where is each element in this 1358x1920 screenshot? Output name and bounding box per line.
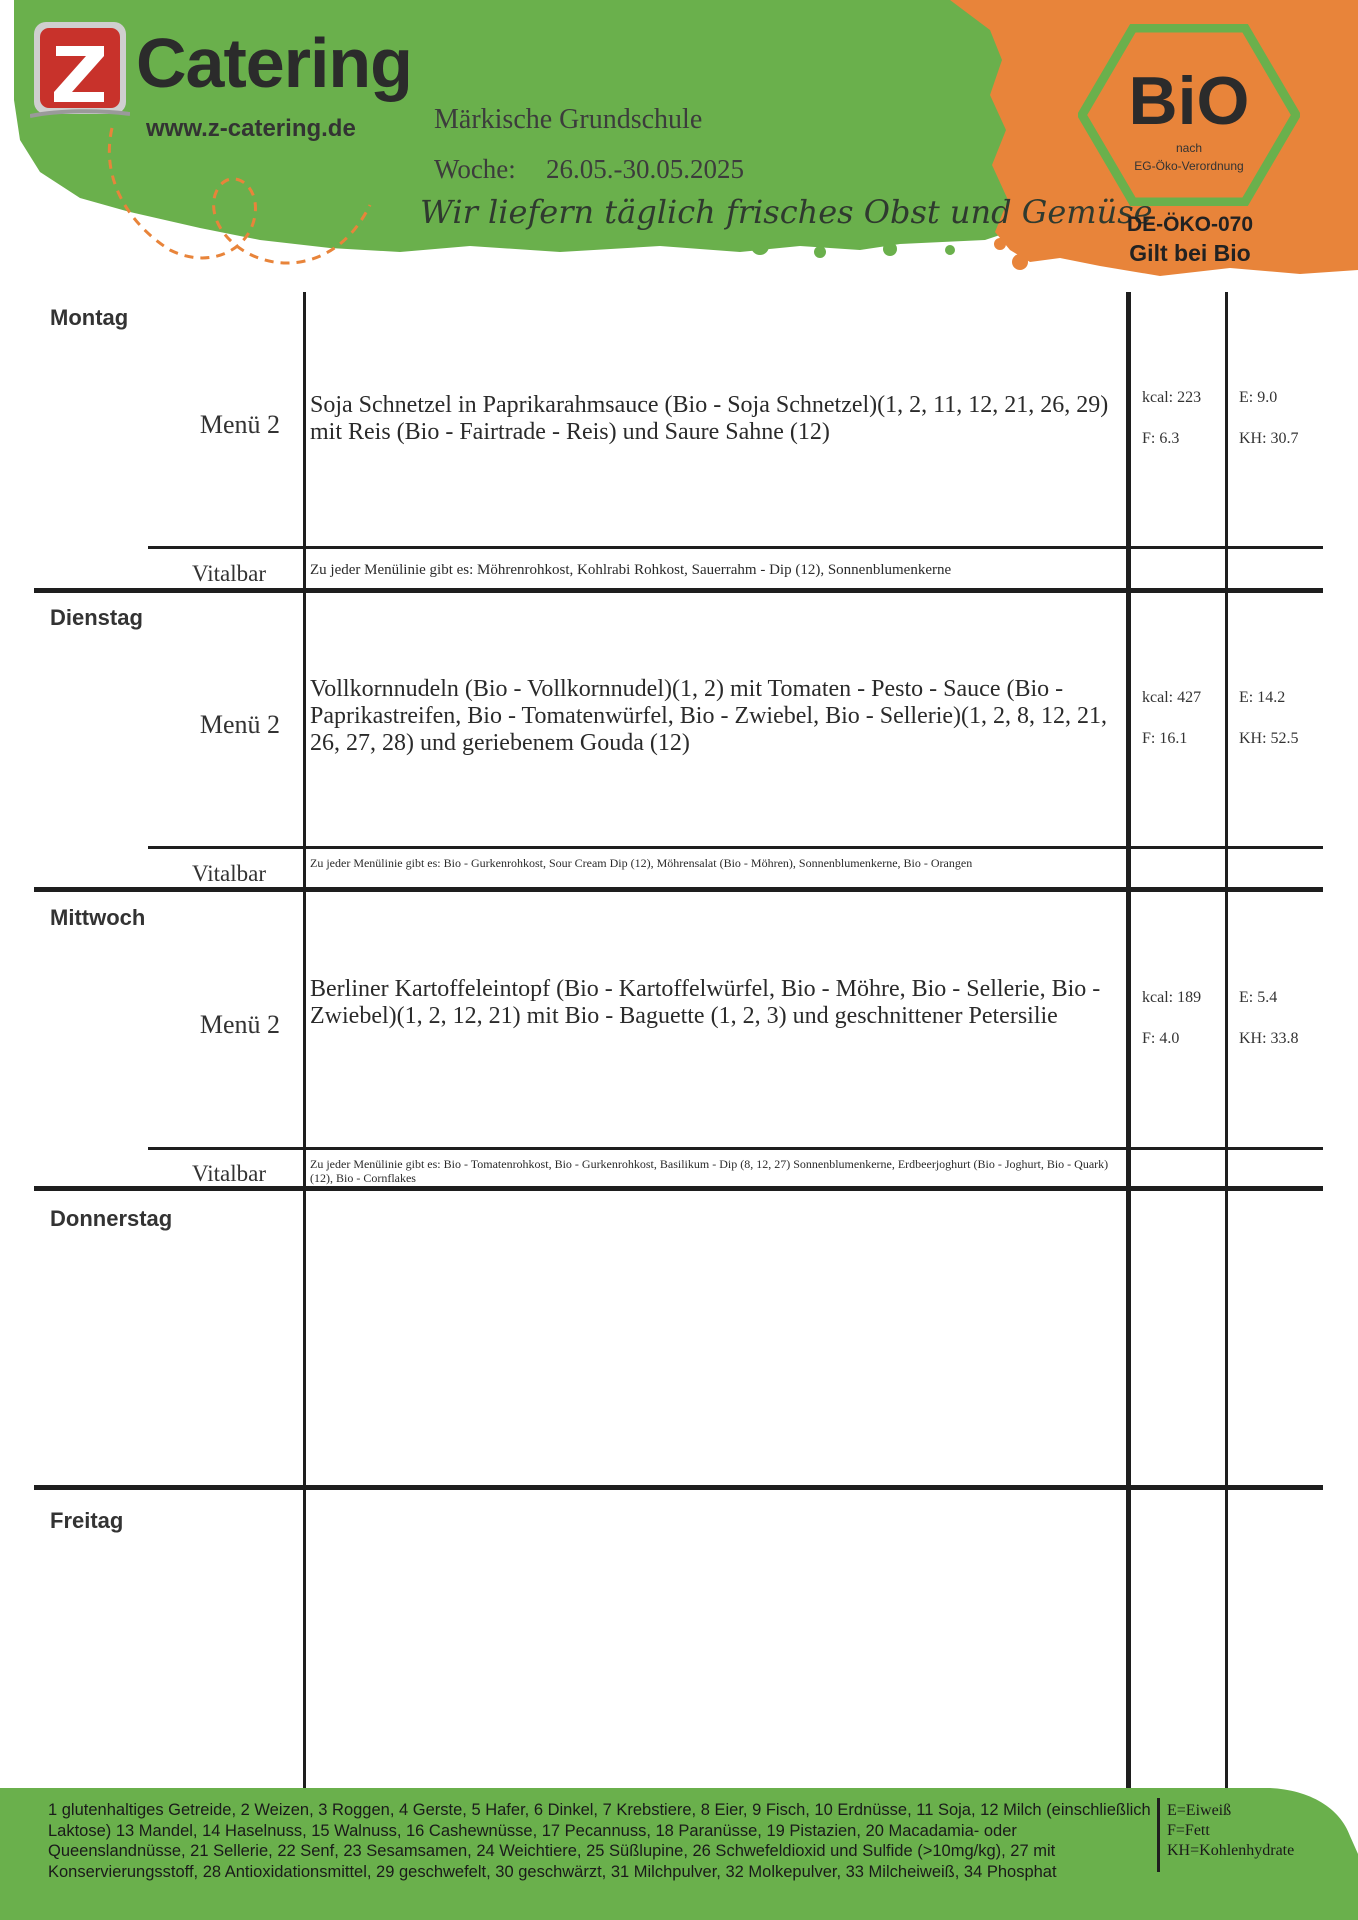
protein-dienstag: E: 14.2: [1239, 689, 1286, 706]
bio-seal-icon: [1078, 24, 1300, 206]
week-dates: 26.05.-30.05.2025: [546, 154, 744, 184]
z-logo-icon: [30, 18, 130, 122]
dish-dienstag: Vollkornnudeln (Bio - Vollkornnudel)(1, 2) mit Tomaten - Pesto - Sauce (Bio - Paprikastreifen, Bio - Tomatenwürfel, Bio - Zwiebel, Bio - Sellerie)(1, 2, 8, 12, 21, 26, 27, 28) und geriebenem Gouda (12): [310, 676, 1108, 756]
vital-label-dienstag: Vitalbar: [192, 861, 266, 886]
legend-fat: F=Fett: [1167, 1822, 1210, 1839]
grid-vline-nutri2: [1225, 292, 1228, 1792]
grid-hline-day-thu: [34, 1186, 1323, 1191]
dish-mittwoch: Berliner Kartoffeleintopf (Bio - Kartoffelwürfel, Bio - Möhre, Bio - Sellerie, Bio - Zwiebel)(1, 2, 12, 21) mit Bio - Baguette (1, 2, 3) und geschnittener Petersilie: [310, 976, 1101, 1029]
legend-carbs: KH=Kohlenhydrate: [1167, 1842, 1295, 1859]
vital-dienstag: Zu jeder Menülinie gibt es: Bio - Gurkenrohkost, Sour Cream Dip (12), Möhrensalat (Bio - Möhren), Sonnenblumenkerne, Bio - Orangen: [310, 856, 973, 870]
menu-label-dienstag: Menü 2: [199, 710, 280, 739]
vital-label-mittwoch: Vitalbar: [192, 1161, 266, 1186]
week-label: Woche:: [434, 154, 516, 184]
school-name: Märkische Grundschule: [434, 104, 703, 135]
menu-label-montag: Menü 2: [199, 410, 280, 439]
grid-hline-day-wed: [34, 887, 1323, 892]
grid-hline-vital-tue: [148, 846, 1323, 849]
nutrition-legend: [1167, 1801, 1294, 1861]
grid-vline-dish: [303, 292, 306, 1792]
carbs-montag: KH: 30.7: [1239, 430, 1299, 447]
protein-mittwoch: E: 5.4: [1239, 989, 1278, 1006]
logo-wordmark: Catering: [136, 24, 412, 102]
day-label-mittwoch: Mittwoch: [50, 905, 146, 930]
bio-seal-line2: EG-Öko-Verordnung: [1134, 159, 1244, 173]
protein-montag: E: 9.0: [1239, 389, 1278, 406]
legend-protein: E=Eiweiß: [1167, 1802, 1232, 1819]
grid-vline-nutri: [1126, 292, 1131, 1792]
dish-montag: Soja Schnetzel in Paprikarahmsauce (Bio - Soja Schnetzel)(1, 2, 11, 12, 21, 26, 29) mit Reis (Bio - Fairtrade - Reis) und Saure Sahne (12): [310, 392, 1109, 445]
allergen-list: 1 glutenhaltiges Getreide, 2 Weizen, 3 Roggen, 4 Gerste, 5 Hafer, 6 Dinkel, 7 Krebstiere, 8 Eier, 9 Fisch, 10 Erdnüsse, 11 Soja, 12 Milch (einschließlich Laktose) 13 Mandel, 14 Haselnuss, 15 Walnuss, 16 Cashewnüsse, 17 Pecannuss, 18 Paranüsse, 19 Pistazien, 20 Macadamia- oder Queenslandnüsse, 21 Sellerie, 22 Senf, 23 Sesamsamen, 24 Weichtiere, 25 Süßlupine, 26 Schwefeldioxid und Sulfide (>10mg/kg), 27 mit Konservierungsstoff, 28 Antioxidationsmittel, 29 geschwefelt, 30 geschwärzt, 31 Milchpulver, 32 Molkepulver, 33 Milcheiweiß, 34 Phosphat: [48, 1801, 1151, 1881]
carbs-mittwoch: KH: 33.8: [1239, 1030, 1299, 1047]
day-label-montag: Montag: [50, 305, 129, 330]
day-label-freitag: Freitag: [50, 1508, 124, 1533]
grid-hline-day-tue: [34, 588, 1323, 593]
bio-control-code: DE-ÖKO-070: [1126, 213, 1254, 236]
header-banner: [0, 0, 1358, 290]
bio-seal-line1: nach: [1175, 141, 1203, 155]
carbs-dienstag: KH: 52.5: [1239, 730, 1299, 747]
website-url[interactable]: www.z-catering.de: [146, 115, 356, 142]
vital-montag: Zu jeder Menülinie gibt es: Möhrenrohkost, Kohlrabi Rohkost, Sauerrahm - Dip (12), Sonnenblumenkerne: [310, 562, 952, 578]
slogan: Wir liefern täglich frisches Obst und Gemüse: [420, 193, 1153, 231]
kcal-montag: kcal: 223: [1142, 389, 1202, 406]
fat-mittwoch: F: 4.0: [1142, 1030, 1180, 1047]
grid-hline-vital-mon: [148, 546, 1323, 549]
fat-dienstag: F: 16.1: [1142, 730, 1188, 747]
day-label-dienstag: Dienstag: [50, 605, 143, 630]
vital-mittwoch: Zu jeder Menülinie gibt es: Bio - Tomatenrohkost, Bio - Gurkenrohkost, Basilikum - Dip (8, 12, 27) Sonnenblumenkerne, Erdbeerjoghurt (Bio - Joghurt, Bio - Quark)(12), Bio - Cornflakes: [310, 1157, 1109, 1185]
bio-seal-word: BiO: [1128, 63, 1250, 139]
bio-note: Gilt bei Bio: [1129, 240, 1251, 266]
week-range: [434, 156, 744, 183]
footer-divider: [1157, 1798, 1160, 1872]
grid-hline-vital-wed: [148, 1147, 1323, 1150]
kcal-mittwoch: kcal: 189: [1142, 989, 1202, 1006]
grid-hline-day-fri: [34, 1485, 1323, 1490]
menu-label-mittwoch: Menü 2: [199, 1010, 280, 1039]
day-label-donnerstag: Donnerstag: [50, 1206, 173, 1231]
kcal-dienstag: kcal: 427: [1142, 689, 1202, 706]
fat-montag: F: 6.3: [1142, 430, 1180, 447]
vital-label-montag: Vitalbar: [192, 561, 266, 586]
